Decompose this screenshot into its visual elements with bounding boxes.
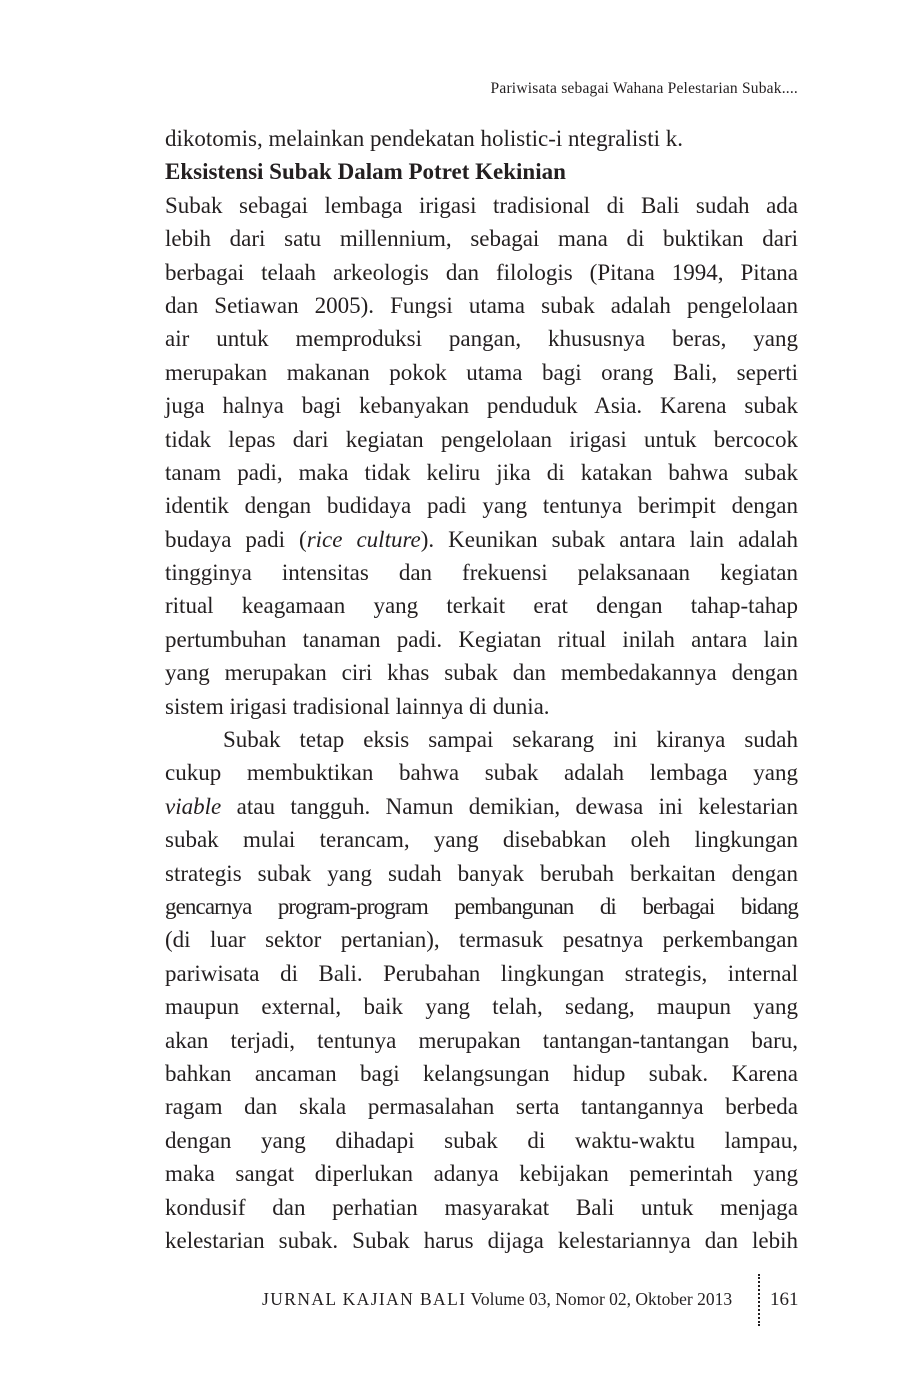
footer-citation bbox=[262, 1289, 732, 1310]
italic-term: rice culture bbox=[306, 526, 421, 552]
text-line: air untuk memproduksi pangan, khususnya beras, yang bbox=[165, 326, 798, 352]
text-line: maupun external, baik yang telah, sedang, maupun yang bbox=[165, 994, 798, 1020]
text-fragment: budaya padi ( bbox=[165, 526, 307, 552]
text-line: sistem irigasi tradisional lainnya di dunia. bbox=[165, 693, 550, 719]
text-line: maka sangat diperlukan adanya kebijakan pemerintah yang bbox=[165, 1161, 798, 1187]
text-line: bahkan ancaman bagi kelangsungan hidup subak. Karena bbox=[165, 1060, 798, 1086]
text-line bbox=[165, 790, 798, 823]
text-line: dan Setiawan 2005). Fungsi utama subak adalah pengelolaan bbox=[165, 292, 798, 318]
text-line: pariwisata di Bali. Perubahan lingkungan strategis, internal bbox=[165, 960, 798, 986]
text-line: gencarnya program-program pembangunan di berbagai bidang bbox=[165, 893, 798, 919]
text-line: cukup membuktikan bahwa subak adalah lembaga yang bbox=[165, 760, 798, 786]
text-line: identik dengan budidaya padi yang tentunya berimpit dengan bbox=[165, 493, 798, 519]
text-line: dikotomis, melainkan pendekatan holistic-i ntegralisti k. bbox=[165, 126, 684, 151]
text-line: lebih dari satu millennium, sebagai mana di buktikan dari bbox=[165, 226, 798, 252]
text-line: tidak lepas dari kegiatan pengelolaan irigasi untuk bercocok bbox=[165, 426, 798, 452]
text-line: yang merupakan ciri khas subak dan membedakannya dengan bbox=[165, 660, 798, 686]
text-line: (di luar sektor pertanian), termasuk pesatnya perkembangan bbox=[165, 927, 798, 953]
text-line: pertumbuhan tanaman padi. Kegiatan ritual inilah antara lain bbox=[165, 626, 798, 652]
text-line: Subak sebagai lembaga irigasi tradisional di Bali sudah ada bbox=[165, 192, 798, 218]
text-line: strategis subak yang sudah banyak berubah berkaitan dengan bbox=[165, 860, 798, 886]
text-line: Subak tetap eksis sampai sekarang ini kiranya sudah bbox=[223, 727, 798, 753]
italic-term: viable bbox=[165, 793, 222, 819]
running-title: Pariwisata sebagai Wahana Pelestarian Subak.... bbox=[490, 80, 798, 97]
text-line: dengan yang dihadapi subak di waktu-waktu lampau, bbox=[165, 1127, 798, 1153]
text-line: kelestarian subak. Subak harus dijaga kelestariannya dan lebih bbox=[165, 1227, 798, 1253]
text-line: tingginya intensitas dan frekuensi pelaksanaan kegiatan bbox=[165, 560, 798, 586]
text-line: juga halnya bagi kebanyakan penduduk Asia. Karena subak bbox=[165, 393, 798, 419]
text-line: tanam padi, maka tidak keliru jika di katakan bahwa subak bbox=[165, 459, 798, 485]
section-heading: Eksistensi Subak Dalam Potret Kekinian bbox=[165, 159, 566, 185]
text-fragment: atau tangguh. Namun demikian, dewasa ini kelestarian bbox=[221, 793, 798, 819]
text-line: subak mulai terancam, yang disebabkan oleh lingkungan bbox=[165, 827, 798, 853]
text-line: merupakan makanan pokok utama bagi orang Bali, seperti bbox=[165, 359, 798, 385]
journal-issue: Volume 03, Nomor 02, Oktober 2013 bbox=[466, 1289, 733, 1309]
page-number: 161 bbox=[770, 1289, 799, 1310]
body-text bbox=[165, 122, 798, 1257]
footer-divider bbox=[758, 1274, 760, 1326]
text-line: akan terjadi, tentunya merupakan tantangan-tantangan baru, bbox=[165, 1027, 798, 1053]
text-line bbox=[165, 523, 798, 556]
text-line: ritual keagamaan yang terkait erat dengan tahap-tahap bbox=[165, 593, 798, 619]
text-line: berbagai telaah arkeologis dan filologis (Pitana 1994, Pitana bbox=[165, 259, 798, 285]
journal-name: JURNAL KAJIAN BALI bbox=[262, 1289, 467, 1309]
text-line: ragam dan skala permasalahan serta tantangannya berbeda bbox=[165, 1094, 798, 1120]
text-line: kondusif dan perhatian masyarakat Bali untuk menjaga bbox=[165, 1194, 798, 1220]
text-fragment: ). Keunikan subak antara lain adalah bbox=[420, 526, 798, 552]
